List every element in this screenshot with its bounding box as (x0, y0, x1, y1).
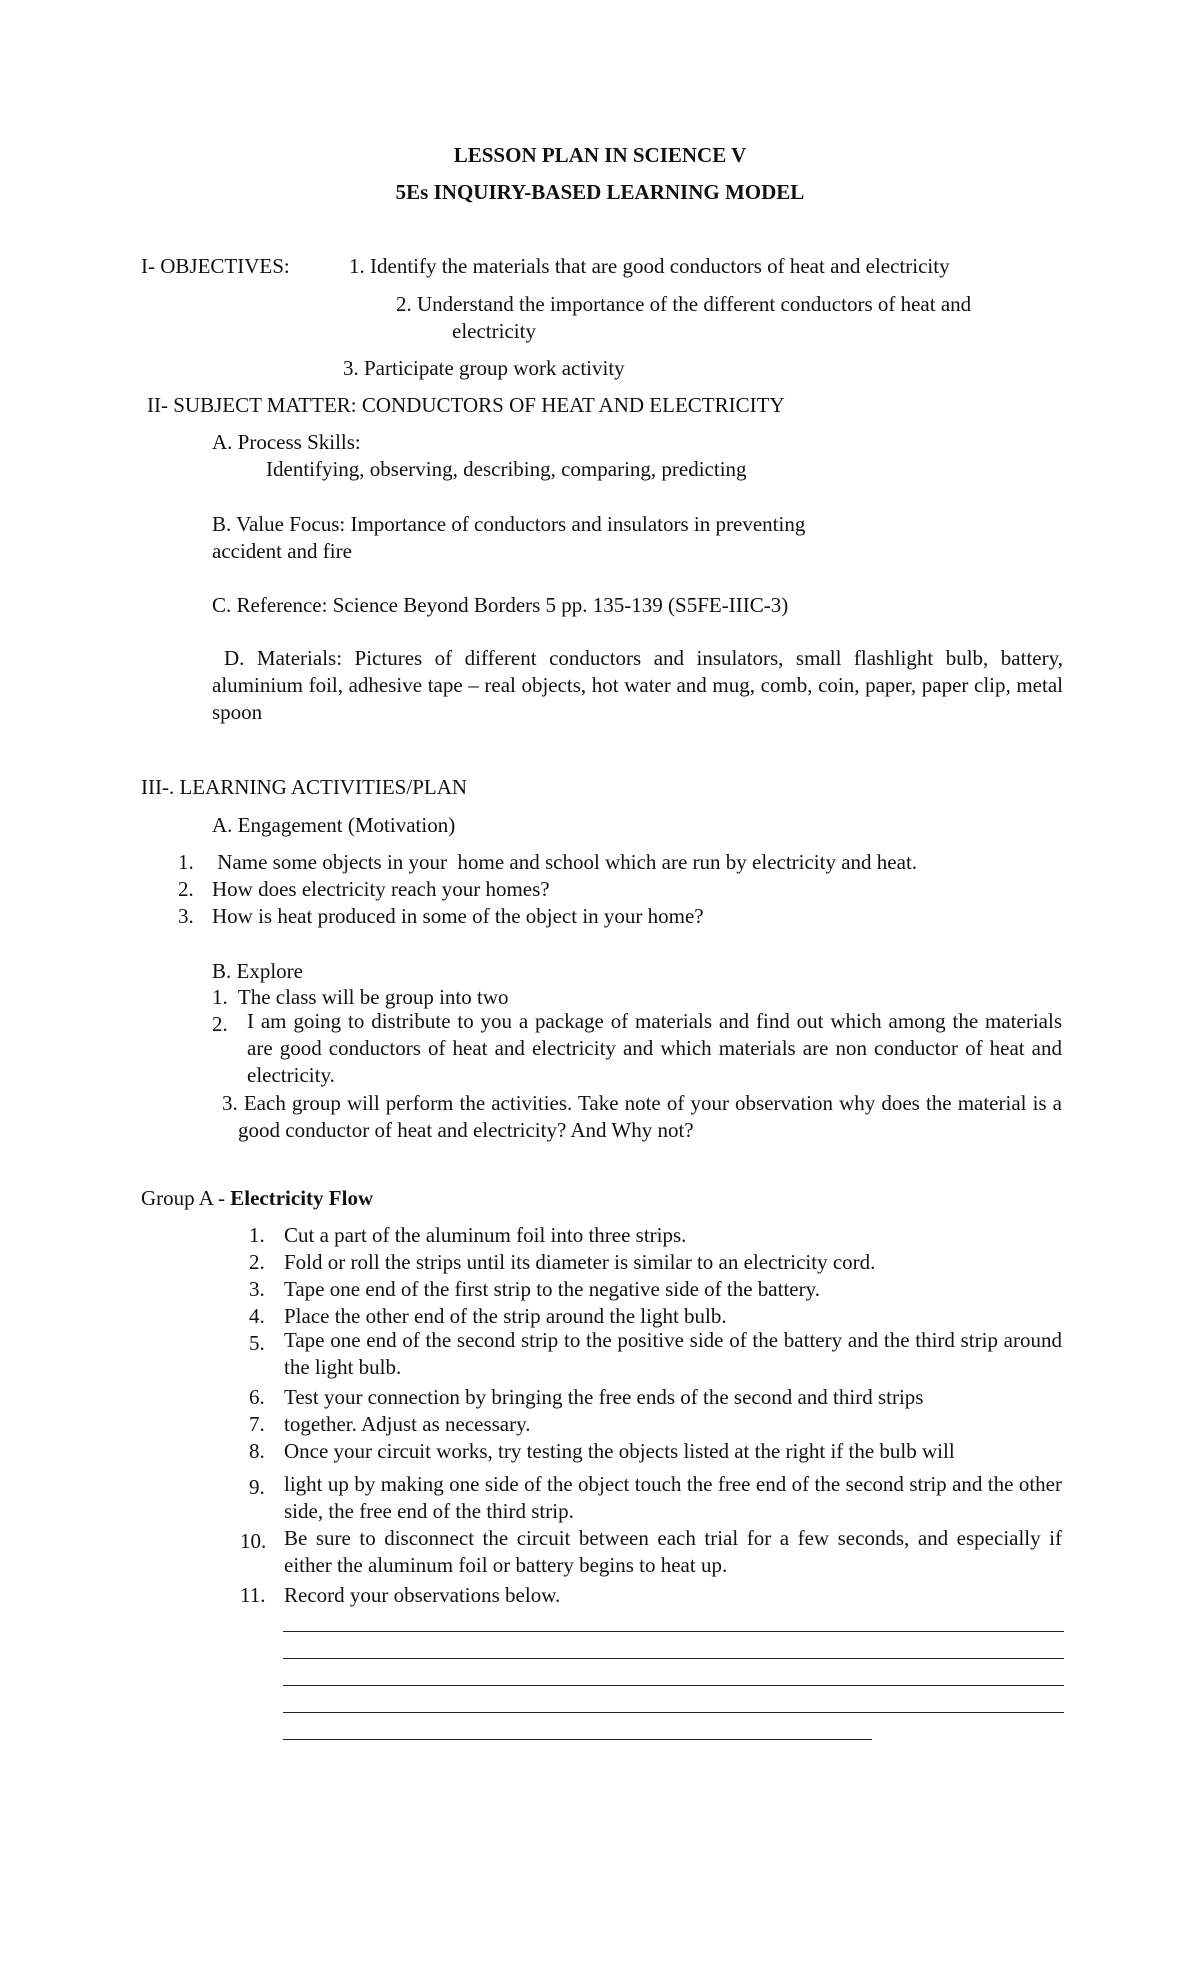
subject-matter-heading: II- SUBJECT MATTER: CONDUCTORS OF HEAT AND ELECTRICITY (147, 393, 785, 417)
group-a-heading (141, 1188, 373, 1209)
explore-item-2: I am going to distribute to you a package of materials and find out which among the materials are good conductors of heat and electricity and which materials are non conductor of heat and electricity. (247, 1009, 1062, 1087)
list-item: Place the other end of the strip around the light bulb. (284, 1304, 727, 1328)
list-item: Tape one end of the first strip to the negative side of the battery. (284, 1277, 820, 1301)
process-skills: Identifying, observing, describing, comparing, predicting (266, 457, 747, 481)
list-item-number: 3. (249, 1277, 265, 1301)
list-item: Record your observations below. (284, 1583, 561, 1607)
list-item-number: 2. (249, 1250, 265, 1274)
list-item: Test your connection by bringing the free ends of the second and third strips (284, 1385, 924, 1409)
page-title: LESSON PLAN IN SCIENCE V (453, 143, 747, 167)
list-item-number: 5. (249, 1331, 265, 1355)
list-item: Tape one end of the second strip to the positive side of the battery and the third strip around the light bulb. (284, 1328, 1062, 1379)
list-item-number: 1. (178, 850, 194, 874)
materials: D. Materials: Pictures of different conductors and insulators, small flashlight bulb, battery, aluminium foil, adhesive tape – real objects, hot water and mug, comb, coin, paper, paper clip, metal spoon (212, 646, 1063, 724)
list-item-number: 11. (240, 1583, 266, 1607)
list-item: light up by making one side of the object touch the free end of the second strip and the other side, the free end of the third strip. (284, 1472, 1062, 1523)
reference: C. Reference: Science Beyond Borders 5 pp. 135-139 (S5FE-IIIC-3) (212, 593, 789, 617)
value-focus-line2: accident and fire (212, 539, 352, 563)
list-item: Cut a part of the aluminum foil into three strips. (284, 1223, 687, 1247)
objective-3: 3. Participate group work activity (343, 356, 625, 380)
explore-item-3: 3. Each group will perform the activities. Take note of your observation why does the material is a good conductor of heat and electricity? And Why not? (222, 1091, 1062, 1142)
group-a-prefix: Group A - (141, 1186, 231, 1210)
list-item-number: 7. (249, 1412, 265, 1436)
objective-2-line1: 2. Understand the importance of the different conductors of heat and (396, 292, 972, 316)
list-item: Name some objects in your home and school which are run by electricity and heat. (212, 850, 918, 874)
list-item: How does electricity reach your homes? (212, 877, 550, 901)
answer-line[interactable] (283, 1739, 872, 1740)
list-item-number: 3. (178, 904, 194, 928)
list-item: together. Adjust as necessary. (284, 1412, 531, 1436)
list-item-number: 10. (240, 1529, 267, 1553)
list-item-number: 2. (178, 877, 194, 901)
list-item-number: 1. (249, 1223, 265, 1247)
list-item: Once your circuit works, try testing the objects listed at the right if the bulb will (284, 1439, 955, 1463)
explore-label: B. Explore (212, 959, 303, 983)
list-item-number: 8. (249, 1439, 265, 1463)
list-item: Fold or roll the strips until its diameter is similar to an electricity cord. (284, 1250, 876, 1274)
answer-line[interactable] (283, 1631, 1064, 1632)
group-a-title: Electricity Flow (230, 1186, 374, 1210)
objective-2-line2: electricity (452, 319, 536, 343)
list-item-number: 4. (249, 1304, 265, 1328)
learning-activities-heading: III-. LEARNING ACTIVITIES/PLAN (141, 775, 468, 799)
list-item: How is heat produced in some of the object in your home? (212, 904, 704, 928)
answer-line[interactable] (283, 1712, 1064, 1713)
answer-line[interactable] (283, 1658, 1064, 1659)
explore-item-2-number: 2. (212, 1012, 228, 1036)
list-item-number: 9. (249, 1475, 265, 1499)
process-skills-label: A. Process Skills: (212, 430, 361, 454)
list-item-number: 6. (249, 1385, 265, 1409)
objectives-label: I- OBJECTIVES: (141, 254, 290, 278)
value-focus-line1: B. Value Focus: Importance of conductors and insulators in preventing (212, 512, 806, 536)
explore-item-1: 1. The class will be group into two (212, 985, 509, 1009)
answer-line[interactable] (283, 1685, 1064, 1686)
list-item: Be sure to disconnect the circuit between each trial for a few seconds, and especially if either the aluminum foil or battery begins to heat up. (284, 1526, 1062, 1577)
objective-1: 1. Identify the materials that are good conductors of heat and electricity (349, 254, 950, 278)
page-subtitle: 5Es INQUIRY-BASED LEARNING MODEL (395, 180, 805, 204)
engagement-label: A. Engagement (Motivation) (212, 813, 456, 837)
